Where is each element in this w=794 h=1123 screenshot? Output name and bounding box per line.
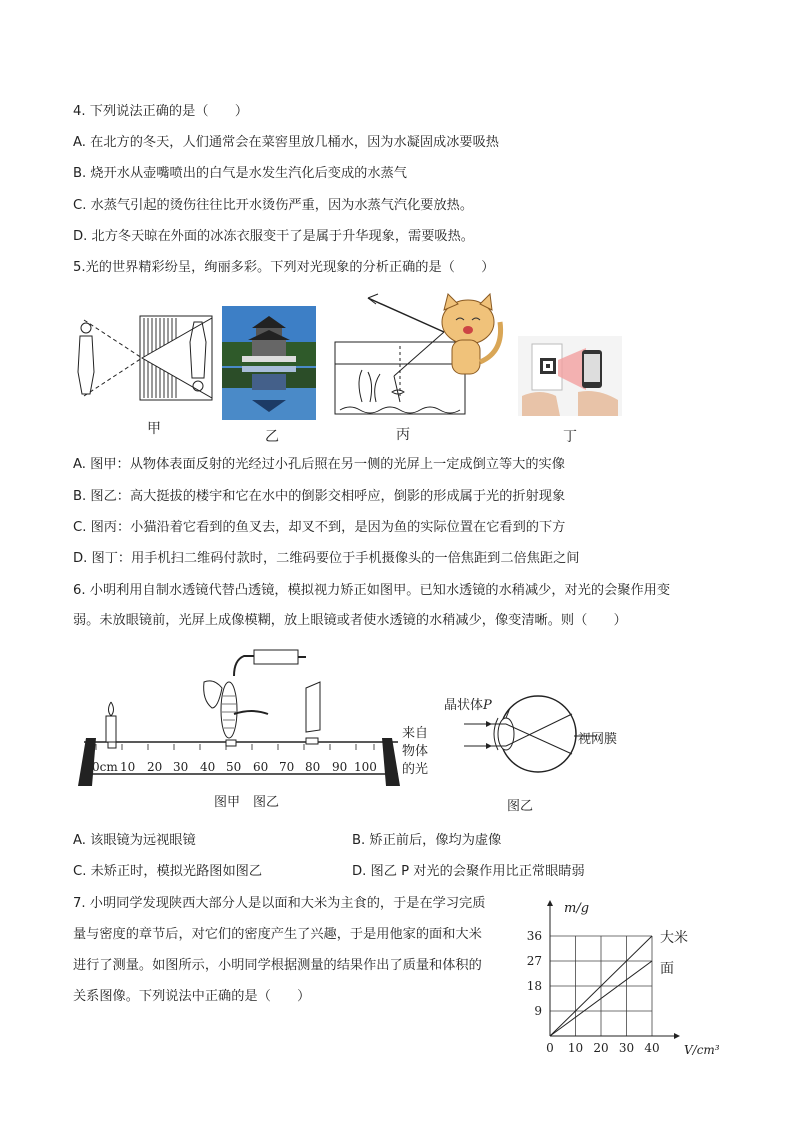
ruler-tick-70: 70	[279, 760, 295, 774]
q7-stem-line1: 7. 小明同学发现陕西大部分人是以面和大米为主食的，于是在学习完质	[73, 896, 486, 911]
q6-stem-line1: 6. 小明利用自制水透镜代替凸透镜，模拟视力矫正如图甲。已知水透镜的水稍减少，对光的会聚作用变	[73, 583, 671, 598]
ruler-scale	[92, 760, 382, 776]
q6-option-a: A. 该眼镜为远视眼镜	[73, 833, 196, 848]
figure-pinhole-camera	[70, 312, 215, 404]
label-retina: 视网膜	[578, 732, 618, 747]
figure-cat-spearing-fish	[332, 292, 510, 418]
figure-pavilion-reflection	[222, 306, 316, 420]
q4-option-d: D. 北方冬天晾在外面的冰冻衣服变干了是属于升华现象，需要吸热。	[73, 229, 474, 244]
q5-option-a: A. 图甲：从物体表面反射的光经过小孔后照在另一侧的光屏上一定成倒立等大的实像	[73, 457, 565, 472]
ruler-tick-0: 0cm	[92, 760, 118, 774]
q7-stem-line2: 量与密度的章节后，对它们的密度产生了兴趣，于是用他家的面和大米	[73, 927, 482, 942]
ruler-tick-100: 100	[354, 760, 377, 774]
x-tick-label: 20	[593, 1041, 609, 1055]
caption-jia: 甲	[147, 421, 161, 437]
ruler-tick-60: 60	[253, 760, 269, 774]
figure-qr-scanning	[518, 336, 622, 416]
ruler-tick-50: 50	[226, 760, 242, 774]
label-light-2: 物体	[402, 744, 429, 759]
y-tick-label: 27	[526, 954, 542, 968]
series-label-flour: 面	[660, 961, 674, 977]
label-light-3: 的光	[402, 762, 429, 777]
x-axis-arrow	[674, 1033, 680, 1039]
q4-stem: 4. 下列说法正确的是（ ）	[73, 104, 249, 119]
q6-stem-line2: 弱。未放眼镜前，光屏上成像模糊，放上眼镜或者使水透镜的水稍减少，像变清晰。则（ ）	[73, 613, 627, 628]
label-crystal-body: 晶状体P	[444, 698, 492, 713]
q5-option-b: B. 图乙：高大挺拔的楼宇和它在水中的倒影交相呼应，倒影的形成属于光的折射现象	[73, 489, 566, 504]
y-tick-label: 18	[526, 979, 542, 993]
ruler-tick-20: 20	[147, 760, 163, 774]
ruler-tick-90: 90	[332, 760, 348, 774]
caption-yi: 乙	[265, 429, 279, 445]
ruler-tick-80: 80	[305, 760, 321, 774]
q4-option-a: A. 在北方的冬天，人们通常会在菜窖里放几桶水，因为水凝固成冰要吸热	[73, 135, 499, 150]
fig-left-caption: 图甲 图乙	[214, 795, 280, 810]
q7-stem-line4: 关系图像。下列说法中正确的是（ ）	[73, 989, 311, 1004]
q4-option-c: C. 水蒸气引起的烫伤往往比开水烫伤严重，因为水蒸气汽化要放热。	[73, 198, 474, 213]
x-tick-label: 0	[546, 1041, 554, 1055]
q6-option-d: D. 图乙 P 对光的会聚作用比正常眼睛弱	[352, 864, 585, 879]
ruler-tick-40: 40	[200, 760, 216, 774]
ruler-tick-30: 30	[173, 760, 189, 774]
caption-bing: 丙	[396, 427, 410, 443]
fig-right-caption: 图乙	[507, 799, 534, 814]
caption-ding: 丁	[563, 429, 577, 445]
x-axis-label: V/cm³	[684, 1043, 720, 1057]
q6-option-c: C. 未矫正时，模拟光路图如图乙	[73, 864, 263, 879]
ruler-tick-10: 10	[120, 760, 136, 774]
x-tick-label: 30	[618, 1041, 635, 1055]
mass-volume-chart	[526, 892, 726, 1064]
q5-option-c: C. 图丙：小猫沿着它看到的鱼叉去，却叉不到，是因为鱼的实际位置在它看到的下方	[73, 520, 566, 535]
series-label-rice: 大米	[660, 930, 688, 946]
y-tick-label: 9	[534, 1004, 542, 1018]
q5-option-d: D. 图丁：用手机扫二维码付款时，二维码要位于手机摄像头的一倍焦距到二倍焦距之间	[73, 551, 580, 566]
y-tick-label: 36	[526, 929, 542, 943]
q7-stem-line3: 进行了测量。如图所示，小明同学根据测量的结果作出了质量和体积的	[73, 958, 482, 973]
q6-option-b: B. 矫正前后，像均为虚像	[352, 833, 502, 848]
q4-option-b: B. 烧开水从壶嘴喷出的白气是水发生汽化后变成的水蒸气	[73, 166, 407, 181]
y-axis-arrow	[547, 900, 553, 906]
y-axis-label: m/g	[564, 901, 590, 916]
q5-stem: 5.光的世界精彩纷呈，绚丽多彩。下列对光现象的分析正确的是（ ）	[73, 260, 495, 275]
x-tick-label: 40	[644, 1041, 660, 1055]
chart-labels	[527, 901, 720, 1057]
label-light-1: 来自	[402, 726, 429, 741]
x-tick-label: 10	[567, 1041, 584, 1055]
